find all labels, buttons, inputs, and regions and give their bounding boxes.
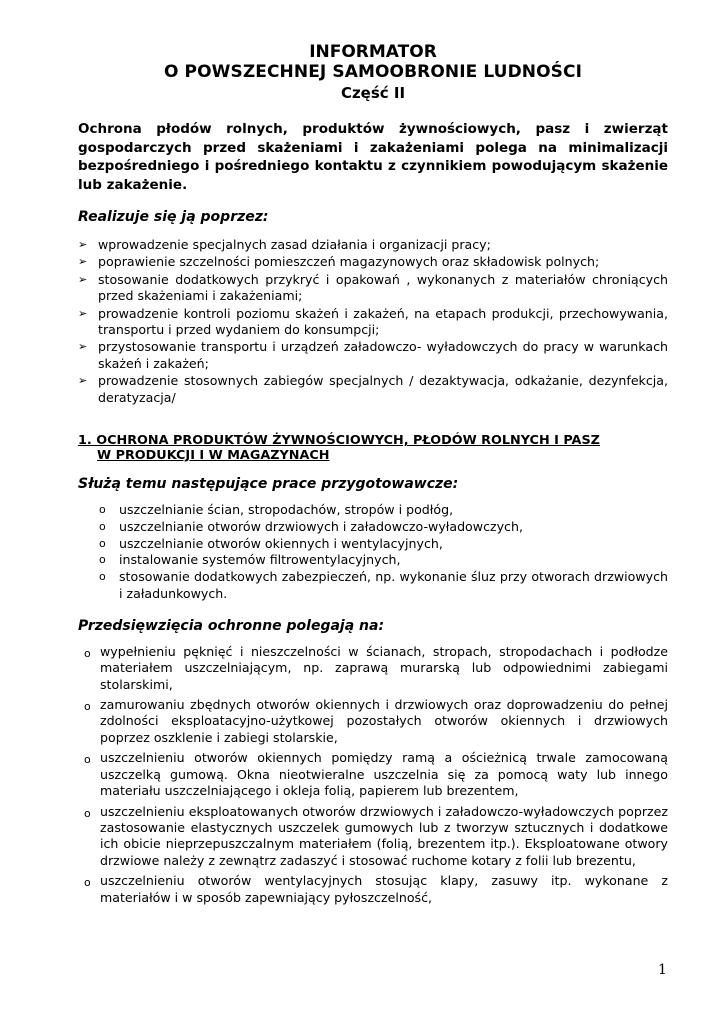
circle-bullet-icon: o [84, 646, 91, 660]
list-item: o instalowanie systemów filtrowentylacyjnych, [99, 552, 401, 568]
realize-heading: Realizuje się ją poprzez: [78, 209, 269, 225]
circle-bullet-icon: o [99, 503, 106, 517]
list-item: o uszczelnieniu eksploatowanych otworów drzwiowych i załadowczo-wyładowczych poprzez zastosowanie elastycznych uszczelek gumowych lub z tworzyw sztucznych i dodatkowe ich obicie nieprzepuszczalnym materiałem (folią, brezentem itp.). Eksploatowane otwory drzwiowe należy z zewnątrz zadaszyć i stosować ruchome kotary z folii lub brezentu, [84, 803, 668, 868]
prep-heading: Służą temu następujące prace przygotowawcze: [78, 476, 459, 493]
list-item: o uszczelnieniu otworów wentylacyjnych stosując klapy, zasuwy itp. wykonane z materiałów i w sposób zapewniający pyłoszczelność, [84, 873, 668, 905]
list-item: ➢ przystosowanie transportu i urządzeń załadowczo- wyładowczych do pracy w warunkach skażeń i zakażeń; [78, 339, 668, 371]
list-item: o wypełnieniu pęknięć i nieszczelności w ścianach, stropach, stropodachach i podłodze materiałem uszczelniającym, np. zaprawą murarską lub odpowiednimi zabiegami stolarskimi, [84, 643, 668, 692]
list-item: ➢ wprowadzenie specjalnych zasad działania i organizacji pracy; [78, 237, 491, 252]
protective-heading: Przedsięwzięcia ochronne polegają na: [78, 617, 385, 634]
title-line-1: INFORMATOR [309, 42, 437, 62]
section-1-heading [78, 433, 668, 463]
circle-bullet-icon: o [99, 553, 106, 567]
document-page [78, 42, 668, 910]
title-line-2: O POWSZECHNEJ SAMOOBRONIE LUDNOŚCI [163, 62, 583, 82]
list-item: o zamurowaniu zbędnych otworów okiennych i drzwiowych oraz doprowadzeniu do pełnej zdolności eksploatacyjno-użytkowej pozostałych otworów okiennych i drzwiowych poprzez oszklenie i zabiegi stolarskie, [84, 697, 668, 745]
section-1-line-1: 1. OCHRONA PRODUKTÓW ŻYWNOŚCIOWYCH, PŁODÓW ROLNYCH I PASZ [78, 433, 600, 449]
circle-bullet-icon: o [84, 806, 91, 820]
list-item: ➢ prowadzenie kontroli poziomu skażeń i zakażeń, na etapach produkcji, przechowywania, transportu i przed wydaniem do konsumpcji; [78, 305, 668, 338]
arrow-bullet-icon: ➢ [78, 306, 88, 320]
circle-bullet-icon: o [99, 536, 106, 550]
prep-list [78, 502, 668, 603]
list-item: o uszczelnianie otworów drzwiowych i załadowczo-wyładowczych, [99, 518, 523, 534]
arrow-bullet-icon: ➢ [78, 340, 88, 354]
list-item: ➢ poprawienie szczelności pomieszczeń magazynowych oraz składowisk polnych; [78, 254, 600, 270]
list-item: o uszczelnieniu otworów okiennych pomiędzy ramą a ościeżnicą trwale zamocowaną uszczelką gumową. Okna nieotwieralne uszczelnia się za pomocą waty lub innego materiału uszczelniającego i okleja folią, papierem lub brezentem, [84, 750, 668, 799]
list-item: o stosowanie dodatkowych zabezpieczeń, np. wykonanie śluz przy otworach drzwiowych i załadunkowych. [99, 569, 668, 602]
title-part: Część II [340, 84, 406, 102]
circle-bullet-icon: o [84, 753, 91, 767]
arrow-bullet-icon: ➢ [78, 255, 88, 269]
list-item: ➢ prowadzenie stosownych zabiegów specjalnych / dezaktywacja, odkażanie, dezynfekcja, deratyzacja/ [78, 373, 668, 405]
section-1-line-2: W PRODUKCJI I W MAGAZYNACH [97, 448, 330, 464]
arrow-bullet-icon: ➢ [78, 374, 88, 388]
circle-bullet-icon: o [84, 876, 91, 890]
list-item: o uszczelnianie otworów okiennych i wentylacyjnych, [99, 535, 443, 551]
circle-bullet-icon: o [99, 519, 106, 533]
list-item: o uszczelnianie ścian, stropodachów, stropów i podłóg, [99, 502, 454, 518]
circle-bullet-icon: o [84, 700, 91, 714]
page-number: 1 [658, 962, 667, 978]
realize-list [78, 237, 668, 406]
arrow-bullet-icon: ➢ [78, 272, 88, 286]
circle-bullet-icon: o [99, 570, 106, 584]
intro-paragraph: Ochrona płodów rolnych, produktów żywnościowych, pasz i zwierząt gospodarczych przed skażeniami i zakażeniami polega na minimalizacji bezpośredniego i pośredniego kontaktu z czynnikiem powodującym skażenie lub zakażenie. [78, 121, 668, 193]
list-item: ➢ stosowanie dodatkowych przykryć i opakowań , wykonanych z materiałów chroniących przed skażeniami i zakażeniami; [78, 271, 668, 304]
protective-list [78, 644, 668, 906]
arrow-bullet-icon: ➢ [78, 238, 88, 251]
document-title [78, 42, 668, 104]
